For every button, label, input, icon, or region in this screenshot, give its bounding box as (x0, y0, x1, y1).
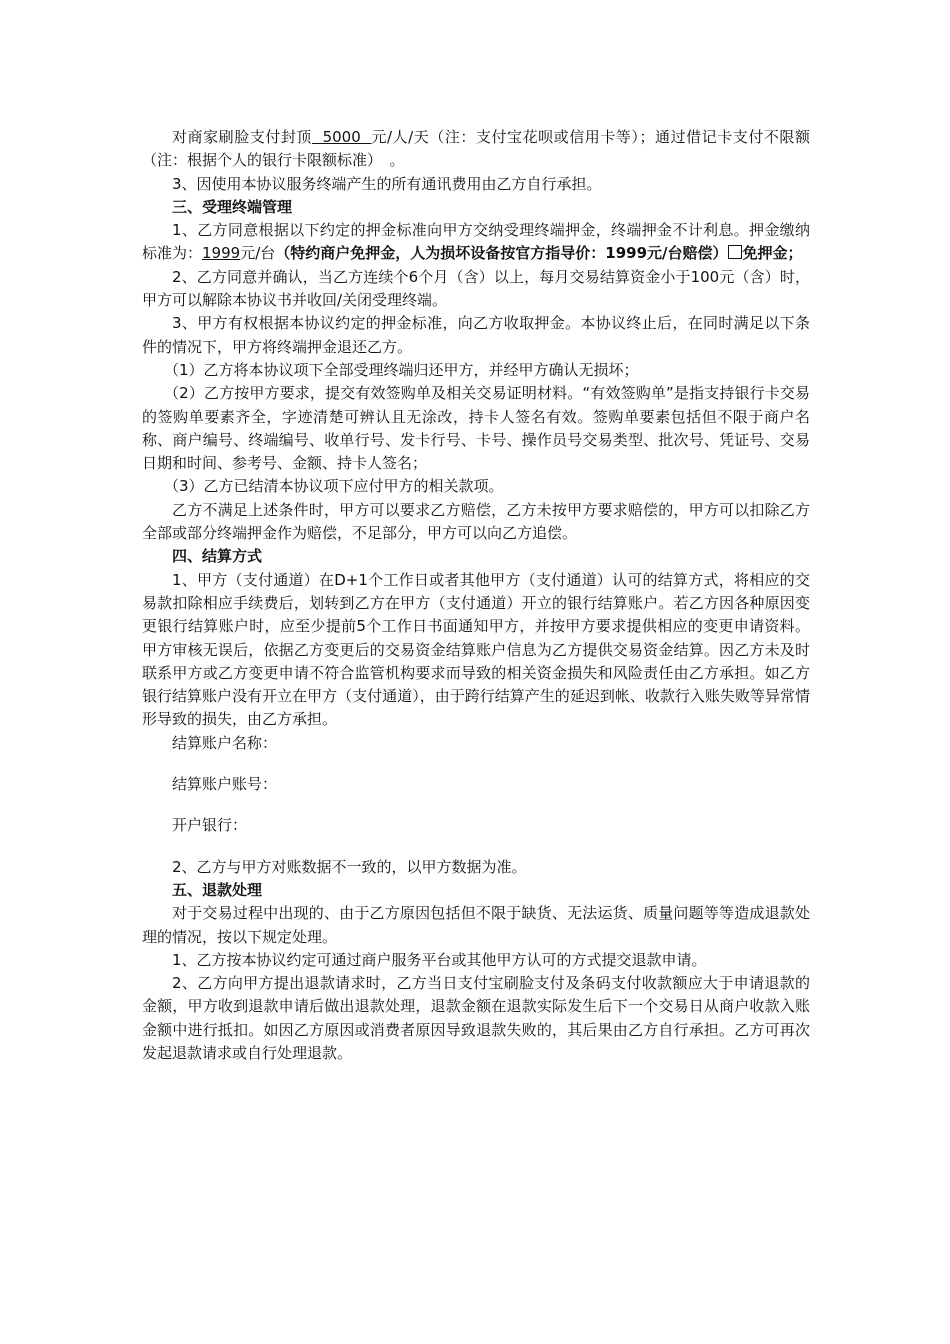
condition-2: （2）乙方按甲方要求，提交有效签购单及相关交易证明材料。“有效签购单”是指支持银行卡交易的签购单要素齐全，字迹清楚可辨认且无涂改，持卡人签名有效。签购单要素包括但不限于商户名称、商户编号、终端编号、收单行号、发卡行号、卡号、操作员号交易类型、批次号、凭证号、交易日期和时间、参考号、金额、持卡人签名； (142, 384, 810, 473)
section-heading-refund: 五、退款处理 (172, 880, 263, 899)
section-heading-terminal-management: 三、受理终端管理 (172, 197, 293, 216)
condition-3: （3）乙方已结清本协议项下应付甲方的相关款项。 (164, 477, 504, 496)
checkbox-label: 免押金； (742, 244, 803, 263)
paragraph-refund-2: 2、乙方向甲方提出退款请求时，乙方当日支付宝刷脸支付及条码支付收款额应大于申请退款的金额，甲方收到退款申请后做出退款处理，退款金额在退款实际发生后下一个交易日从商户收款入账金额中进行抵扣。如因乙方原因或消费者原因导致退款失败的，其后果由乙方自行承担。乙方可再次发起退款请求或自行处理退款。 (142, 974, 810, 1062)
text: 1、乙方同意根据以下约定的押金标准向甲方交纳受理终端押金，终端押金不计利息。押金缴纳标准为： (142, 221, 810, 263)
paragraph-terminate: 2、乙方同意并确认，当乙方连续个6个月（含）以上，每月交易结算资金小于100元（含）时，甲方可以解除本协议书并收回/关闭受理终端。 (142, 267, 810, 310)
paragraph-deposit (142, 219, 810, 266)
text: 对商家刷脸支付封顶 (172, 128, 312, 146)
paragraph-refund-intro: 对于交易过程中出现的、由于乙方原因包括但不限于缺货、无法运货、质量问题等等造成退款处理的情况，按以下规定处理。 (142, 904, 810, 946)
paragraph-settlement: 1、甲方（支付通道）在D+1个工作日或者其他甲方（支付通道）认可的结算方式，将相应的交易款扣除相应手续费后，划转到乙方在甲方（支付通道）开立的银行结算账户。若乙方因各种原因变更银行结算账户时，应至少提前5个工作日书面通知甲方，并按甲方要求提供相应的变更申请资料。甲方审核无误后，依据乙方变更后的交易资金结算账户信息为乙方提供交易资金结算。因乙方未及时联系甲方或乙方变更申请不符合监管机构要求而导致的相关资金损失和风险责任由乙方承担。如乙方银行结算账户没有开立在甲方（支付通道），由于跨行结算产生的延迟到帐、收款行入账失败等异常情形导致的损失，由乙方承担。 (142, 570, 810, 729)
deposit-note: （特约商户免押金，人为损坏设备按官方指导价：1999元/台赔偿） (275, 244, 728, 263)
deposit-amount: 1999 (202, 244, 241, 263)
paragraph-compensation: 乙方不满足上述条件时，甲方可以要求乙方赔偿，乙方未按甲方要求赔偿的，甲方可以扣除乙方全部或部分终端押金作为赔偿，不足部分，甲方可以向乙方追偿。 (142, 500, 810, 543)
field-account-number: 结算账户账号： (172, 775, 278, 794)
field-bank: 开户银行： (172, 816, 248, 835)
field-account-name: 结算账户名称： (172, 733, 278, 752)
section-heading-settlement: 四、结算方式 (172, 547, 263, 566)
limit-amount: 5000 (311, 128, 372, 146)
text: 元/人/天（注：支付宝花呗或信用卡等）；通过借记卡支付不限额（注：根据个人的银行卡限额标准） 。 (142, 128, 810, 170)
document-body (142, 126, 810, 1065)
paragraph-refund-1: 1、乙方按本协议约定可通过商户服务平台或其他甲方认可的方式提交退款申请。 (172, 950, 707, 969)
paragraph-communication-fees: 3、因使用本协议服务终端产生的所有通讯费用由乙方自行承担。 (172, 174, 602, 193)
condition-1: （1）乙方将本协议项下全部受理终端归还甲方，并经甲方确认无损坏； (164, 360, 639, 379)
paragraph-refund-deposit: 3、甲方有权根据本协议约定的押金标准，向乙方收取押金。本协议终止后，在同时满足以下条件的情况下，甲方将终端押金退还乙方。 (142, 314, 810, 356)
paragraph-face-pay-limit (142, 126, 810, 173)
text: 元/台 (240, 244, 276, 263)
checkbox-icon[interactable] (728, 245, 742, 259)
paragraph-reconciliation: 2、乙方与甲方对账数据不一致的，以甲方数据为准。 (172, 857, 527, 876)
